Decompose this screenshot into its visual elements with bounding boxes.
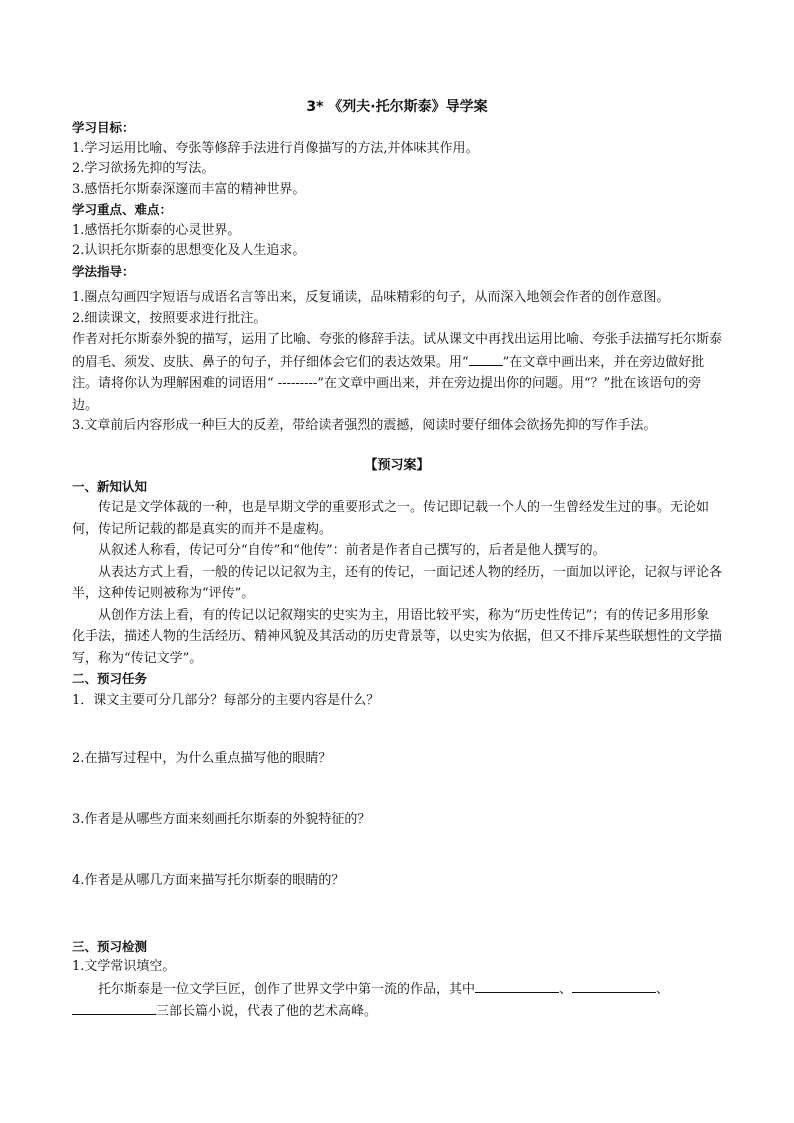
section-heading: 三、预习检测 — [72, 938, 148, 954]
goal-item: 3.感悟托尔斯泰深邃而丰富的精神世界。 — [72, 181, 306, 197]
goal-item: 2.学习欲扬先抑的写法。 — [72, 161, 215, 176]
body-paragraph: 传记是文学体裁的一种，也是早期文学的重要形式之一。传记即记载一个人的一生曾经发生过的事。无论如何，传记所记载的都是真实的而并不是虚构。 — [72, 500, 710, 537]
check-item: 1.文学常识填空。 — [72, 959, 176, 974]
key-points-heading: 学习重点、难点： — [72, 202, 173, 217]
key-point-item: 1.感悟托尔斯泰的心灵世界。 — [72, 222, 241, 238]
section-heading: 二、预习任务 — [72, 671, 148, 686]
fill-in-paragraph — [72, 978, 722, 1023]
body-paragraph: 从叙述人称看，传记可分“自传”和“他传”：前者是作者自己撰写的，后者是他人撰写的。 — [98, 543, 606, 558]
question: 2.在描写过程中，为什么重点描写他的眼睛？ — [72, 750, 332, 766]
preview-heading: 【预习案】 — [364, 457, 430, 473]
page-title: 3* 《列夫·托尔斯泰》导学案 — [306, 99, 488, 115]
section-heading: 一、新知认知 — [72, 478, 148, 494]
method-item: 1.圈点勾画四字短语与成语名言等出来，反复诵读，品味精彩的句子，从而深入地领会作者的创作意图。 — [72, 290, 670, 305]
question: 3.作者是从哪些方面来刻画托尔斯泰的外貌特征的？ — [72, 811, 371, 827]
body-paragraph: 从表达方式上看，一般的传记以记叙为主，还有的传记，一面记述人物的经历，一面加以评论，记叙与评论各半，这种传记则被称为“评传”。 — [72, 564, 723, 601]
underline-sample — [469, 351, 503, 366]
fill-separator: 、 — [559, 981, 573, 997]
key-point-item: 2.认识托尔斯泰的思想变化及人生追求。 — [72, 243, 306, 258]
document-page — [72, 96, 722, 1023]
fill-text: 托尔斯泰是一位文学巨匠，创作了世界文学中第一流的作品，其中 — [98, 981, 476, 997]
goal-item: 1.学习运用比喻、夸张等修辞手法进行肖像描写的方法,并体味其作用。 — [72, 140, 479, 156]
method-item: 2.细读课文，按照要求进行批注。 — [72, 310, 267, 326]
method-para-text: ”在文章中画出来，并在旁边做好批注。请将你认为理解困难的词语用“ ---------”在文章中画出来，并在旁边提出你的问题。用“？”批在该语句的旁边。 — [72, 354, 705, 413]
question: 1．课文主要可分几部分？每部分的主要内容是什么？ — [72, 692, 380, 708]
fill-blank-2[interactable] — [572, 978, 656, 993]
body-paragraph: 从创作方法上看，有的传记以记叙翔实的史实为主，用语比较平实，称为“历史性传记”；有的传记多用形象化手法，描述人物的生活经历、精神风貌及其活动的历史背景等，以史实为依据，但又不排斥某些联想性的文学描写，称为“传记文学”。 — [72, 607, 723, 666]
fill-text: 三部长篇小说，代表了他的艺术高峰。 — [156, 1004, 378, 1019]
fill-separator: 、 — [656, 981, 670, 997]
goals-heading: 学习目标： — [72, 120, 135, 135]
method-annotation-paragraph — [72, 329, 722, 416]
question: 4.作者是从哪几方面来描写托尔斯泰的眼睛的？ — [72, 872, 345, 888]
fill-blank-1[interactable] — [475, 978, 559, 993]
method-heading: 学法指导： — [72, 263, 135, 279]
method-para-text: 作者对托尔斯泰外貌的描写，运用了比喻、夸张的修辞手法。试从课文中再找出运用比喻、夸张手法描写托尔斯泰的眉毛、须发、皮肤、鼻子的句子，并仔细体会它们的表达效果。用“ — [72, 332, 723, 370]
method-item: 3.文章前后内容形成一种巨大的反差，带给读者强烈的震撼，阅读时要仔细体会欲扬先抑的写作手法。 — [72, 418, 657, 433]
fill-blank-3[interactable] — [72, 1000, 156, 1015]
